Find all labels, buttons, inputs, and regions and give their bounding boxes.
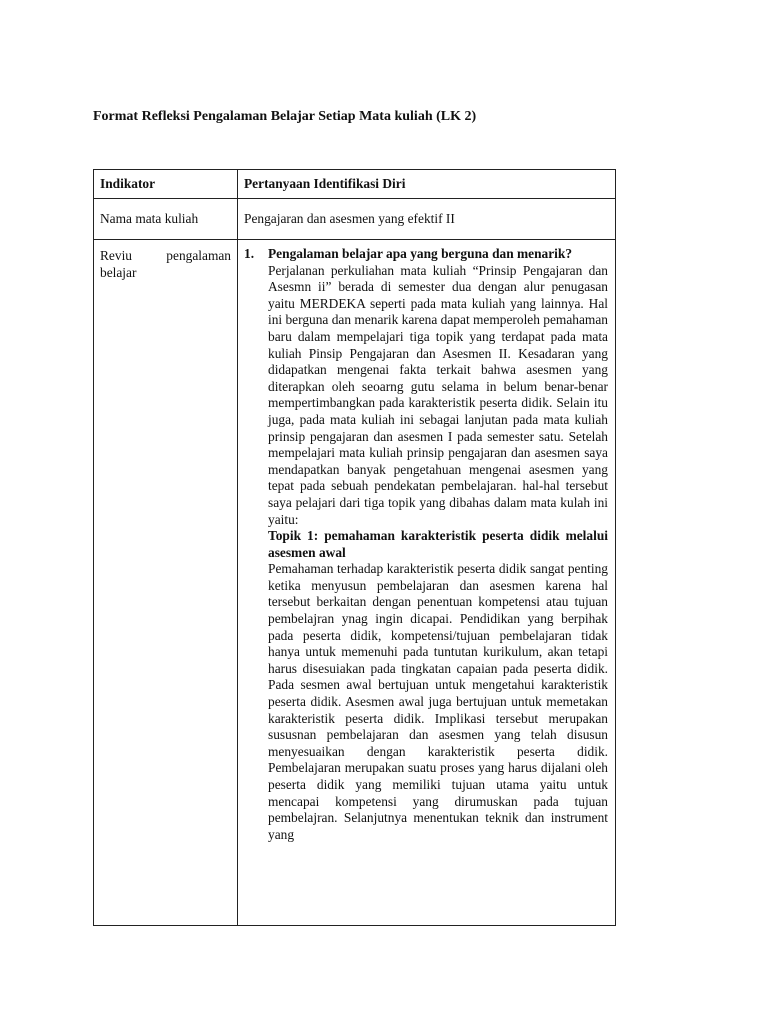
header-indikator: Indikator xyxy=(94,170,238,199)
table-row xyxy=(94,240,616,926)
answer-paragraph: Pemahaman terhadap karakteristik peserta didik sangat penting ketika menyusun pembelajaran dan asesmen karena hal tersebut berkaitan dengan penentuan kompetensi atau tujuan pembelajran ynag ingin dicapai. Pendidikan yang berpihak pada peserta didik, kompetensi/tujuan pembelajaran tidak hanya untuk memenuhi pada tuntutan kurikulum, akan tetapi harus disesuiakan pada tingkatan capaian pada peserta didik. Pada sesmen awal bertujuan untuk mengetahui karakteristik peserta didik. Asesmen awal juga bertujuan untuk memetakan karakteristik peserta didik. Implikasi tersebut merupakan sususnan pembelajaran dan asesmen yang telah disusun menyesuaikan dengan karakteristik peserta didik. Pembelajaran merupakan suatu proses yang harus dijalani oleh peserta didik yang memiliki tujuan utama yaitu untuk mencapai kompetensi yang dirumuskan pada tujuan pembelajran. Selanjutnya menentukan teknik dan instrument yang xyxy=(268,561,608,842)
answer-paragraph: Perjalanan perkuliahan mata kuliah “Prinsip Pengajaran dan Asesmn ii” berada di semester dua dengan alur penugasan yaitu MERDEKA seperti pada mata kuliah yang lainnya. Hal ini berguna dan menarik karena dapat memperoleh pemahaman baru dalam mempelajari tiga topik yang terdapat pada mata kuliah Pinsip Pengajaran dan Asesmen II. Kesadaran yang didapatkan mengenai fakta terkait bahwa asesmen yang diterapkan oleh seoarng gutu selama in belum benar-benar mempertimbangkan pada karakteristik peserta didik. Selain itu juga, pada mata kuliah ini sebagai lanjutan pada mata kuliah prinsip pengajaran dan asesmen I pada semester satu. Setelah mempelajari mata kuliah prinsip pengajaran dan asesmen saya mendapatkan banyak pengetahuan mengenai asesmen yang tepat pada sebuah pendekatan pembelajaran. hal-hal tersebut saya pelajari dari tiga topik yang dibahas dalam mata kulah ini yaitu: xyxy=(268,262,608,527)
question-number: 1. xyxy=(244,246,255,261)
row-value-nama-mata-kuliah: Pengajaran dan asesmen yang efektif II xyxy=(238,199,616,240)
topic-heading: Topik 1: pemahaman karakteristik peserta didik melalui asesmen awal xyxy=(268,528,608,560)
question-text: Pengalaman belajar apa yang berguna dan menarik? xyxy=(268,246,573,261)
question-item xyxy=(244,246,608,843)
label-line: belajar xyxy=(100,264,137,280)
document-title: Format Refleksi Pengalaman Belajar Setiap Mata kuliah (LK 2) xyxy=(93,109,477,124)
row-content-reviu xyxy=(238,240,616,926)
reflection-table xyxy=(93,169,616,926)
label-line: Reviu pengalaman xyxy=(100,248,231,263)
row-label-nama-mata-kuliah: Nama mata kuliah xyxy=(94,199,238,240)
row-label-reviu xyxy=(94,240,238,926)
header-pertanyaan: Pertanyaan Identifikasi Diri xyxy=(238,170,616,199)
table-row xyxy=(94,199,616,240)
table-header-row xyxy=(94,170,616,199)
